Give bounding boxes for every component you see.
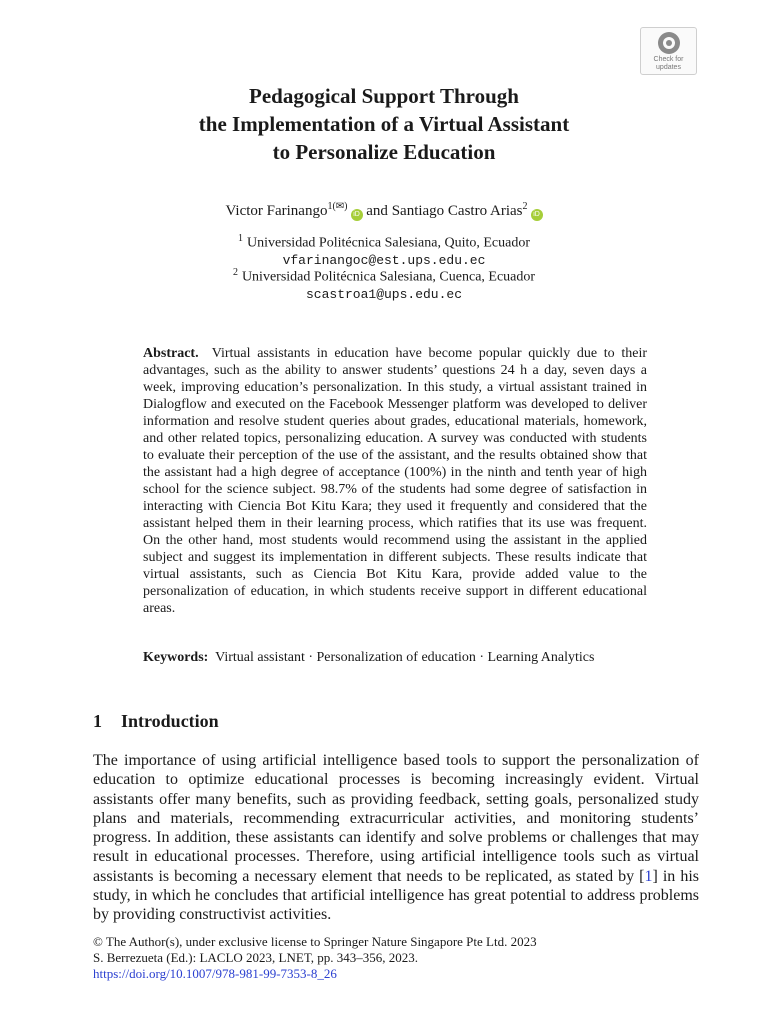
affiliation-mark: 2 [232, 267, 238, 278]
affiliation-mark: 1 [237, 233, 243, 244]
intro-text-after: ] in his study, in which he concludes that artificial intelligence has great potential to address problems by providing constructivist activities. [93, 867, 699, 924]
author1-name: Victor Farinango [225, 203, 328, 219]
keywords-text: Virtual assistant · Personalization of education · Learning Analytics [215, 650, 595, 665]
orcid-icon[interactable]: iD [531, 209, 543, 221]
check-for-updates-badge[interactable] [640, 27, 697, 75]
badge-line2: updates [656, 64, 681, 71]
check-for-updates-icon [658, 32, 680, 54]
abstract [143, 345, 647, 617]
badge-text [641, 56, 696, 72]
author-connector: and [362, 203, 392, 219]
keywords-label: Keywords: [143, 650, 209, 665]
citation-link[interactable]: 1 [644, 867, 653, 885]
affiliation-email[interactable]: vfarinangoc@est.ups.edu.ec [282, 252, 486, 268]
section-heading [93, 710, 219, 732]
author2-mark: 2 [522, 201, 528, 212]
footer-copyright: © The Author(s), under exclusive license to Springer Nature Singapore Pte Ltd. 2023 [93, 934, 537, 949]
affiliation-email[interactable]: scastroa1@ups.edu.ec [305, 286, 463, 302]
title-line3: to Personalize Education [272, 140, 496, 164]
paper-title [0, 82, 768, 166]
doi-link[interactable]: https://doi.org/10.1007/978-981-99-7353-8_26 [93, 966, 337, 981]
affiliation-1 [0, 230, 768, 269]
title-line2: the Implementation of a Virtual Assistant [198, 112, 570, 136]
badge-line1: Check for [653, 56, 684, 63]
intro-text-before: The importance of using artificial intelligence based tools to support the personalization of education to optimize educational processes is becoming increasingly evident. Virtual assistants offer many benefits, such as providing feedback, setting goals, personalized study plans and materials, recommending extracurricular activities, and monitoring students’ progress. In addition, these assistants can identify and solve problems or challenges that may result in educational processes. Therefore, using artificial intelligence tools such as virtual assistants is becoming a necessary element that needs to be replicated, as stated by [ [93, 752, 699, 885]
footer-proceedings: S. Berrezueta (Ed.): LACLO 2023, LNET, pp. 343–356, 2023. [93, 950, 419, 965]
section-number: 1 [93, 711, 102, 731]
affiliation-institution: Universidad Politécnica Salesiana, Quito, Ecuador [246, 235, 531, 251]
keywords [143, 649, 683, 666]
affiliation-2 [0, 264, 768, 303]
abstract-text: Virtual assistants in education have become popular quickly due to their advantages, such as the ability to answer students’ questions 24 h a day, seven days a week, improving education’s personalization. In this study, a virtual assistant trained in Dialogflow and executed on the Facebook Messenger platform was developed to deliver information and resolve student queries about grades, educational materials, homework, and other related topics, personalizing education. A survey was conducted with students to evaluate their perception of the use of the assistant, and the results obtained show that the assistant had a high degree of acceptance (100%) in the ninth and tenth year of high school for the science subject. 98.7% of the students had some degree of satisfaction in interacting with Ciencia Bot Kitu Kara; they used it frequently and considered that the assistant helped them in their learning process, which ratifies that its use was frequent. On the other hand, most students would recommend using the assistant in the applied subject and suggest its implementation in different subjects. These results indicate that virtual assistants, such as Ciencia Bot Kitu Kara, provide added value to the personalization of education, in which students receive support in different educational areas. [143, 346, 647, 616]
title-line1: Pedagogical Support Through [249, 84, 519, 108]
author1-mark: 1(✉) [327, 201, 348, 212]
copyright-footer [93, 934, 713, 982]
intro-paragraph [93, 751, 699, 925]
orcid-icon[interactable]: iD [351, 209, 363, 221]
section-title: Introduction [121, 711, 219, 731]
affiliation-institution: Universidad Politécnica Salesiana, Cuenca, Ecuador [241, 269, 536, 285]
author-list [0, 197, 768, 221]
author2-name: Santiago Castro Arias [391, 203, 523, 219]
abstract-label: Abstract. [143, 346, 199, 361]
